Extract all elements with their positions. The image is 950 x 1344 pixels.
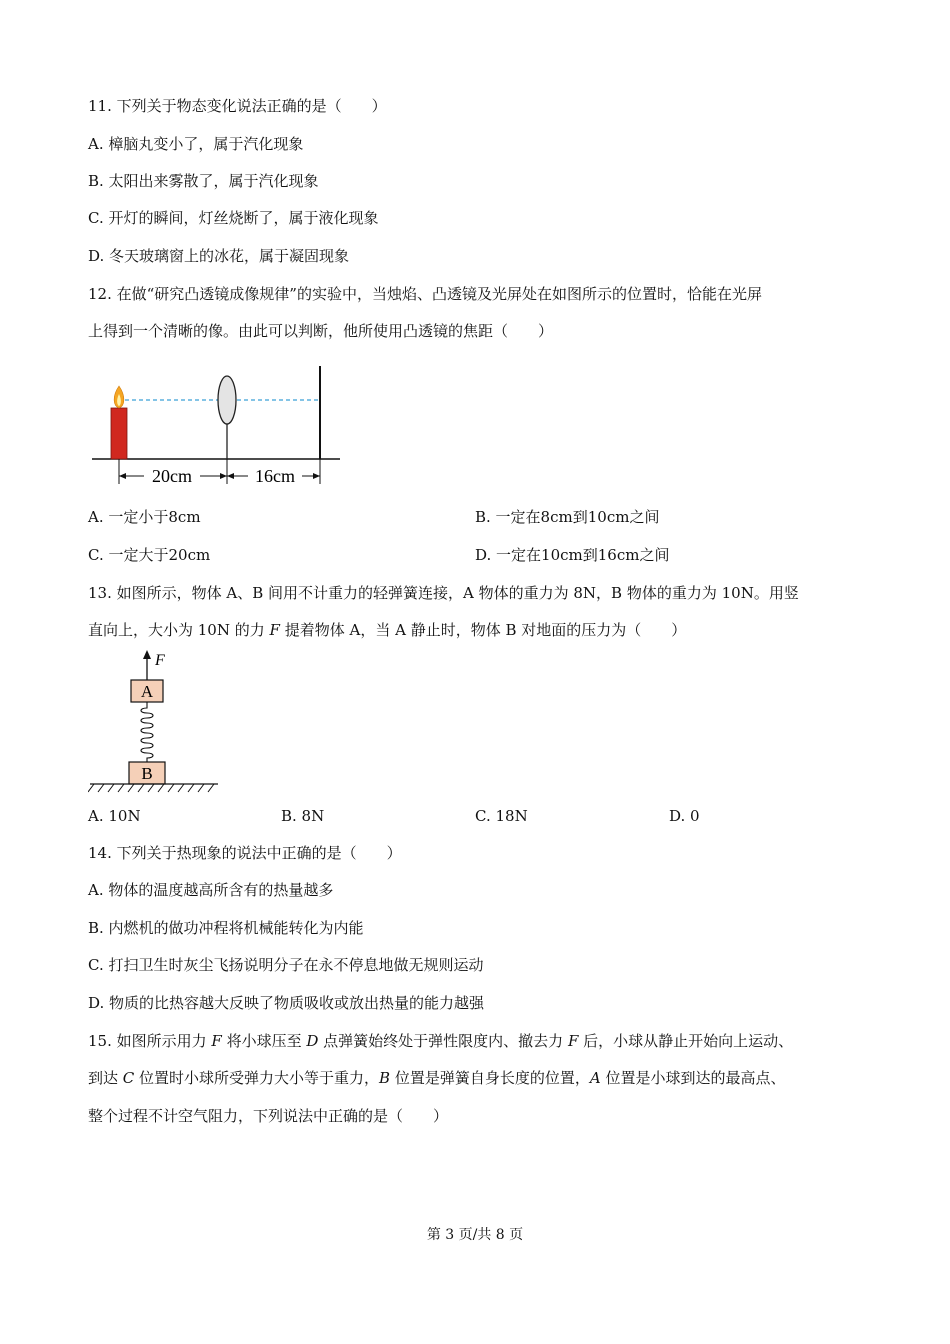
q13-option-d: D. 0 xyxy=(669,807,700,825)
q13-stem-line1: 13. 如图所示，物体 A、B 间用不计重力的轻弹簧连接，A 物体的重力为 8N，B 物体的重力为 10N。用竖 xyxy=(88,584,799,602)
q13-option-c: C. 18N xyxy=(475,807,528,825)
q15-stem-line2: 到达 C 位置时小球所受弹力大小等于重力，B 位置是弹簧自身长度的位置，A 位置是小球到达的最高点、 xyxy=(88,1069,786,1087)
q14-stem: 14. 下列关于热现象的说法中正确的是（ ） xyxy=(88,844,402,862)
q12-option-a: A. 一定小于8cm xyxy=(88,508,201,526)
convex-lens xyxy=(218,376,236,424)
q12-option-c: C. 一定大于20cm xyxy=(88,546,211,564)
q11-option-c: C. 开灯的瞬间，灯丝烧断了，属于液化现象 xyxy=(88,209,379,227)
q13-stem-line2: 直向上，大小为 10N 的力 F 提着物体 A，当 A 静止时，物体 B 对地面的压力为（ ） xyxy=(88,621,687,639)
distance-label-20cm: 20cm xyxy=(152,466,192,486)
q14-option-b: B. 内燃机的做功冲程将机械能转化为内能 xyxy=(88,919,364,937)
q11-option-a: A. 樟脑丸变小了，属于汽化现象 xyxy=(88,135,304,153)
q12-stem-line2: 上得到一个清晰的像。由此可以判断，他所使用凸透镜的焦距（ ） xyxy=(88,322,554,340)
q14-option-c: C. 打扫卫生时灰尘飞扬说明分子在永不停息地做无规则运动 xyxy=(88,956,484,974)
q15-stem-line3: 整个过程不计空气阻力，下列说法中正确的是（ ） xyxy=(88,1107,449,1125)
q11-option-b: B. 太阳出来雾散了，属于汽化现象 xyxy=(88,172,319,190)
lens-experiment-figure xyxy=(88,362,348,492)
q14-option-d: D. 物质的比热容越大反映了物质吸收或放出热量的能力越强 xyxy=(88,994,485,1012)
block-b-label: B xyxy=(141,764,153,783)
page-number: 第 3 页/共 8 页 xyxy=(426,1227,524,1243)
force-arrow-icon xyxy=(143,650,151,659)
q11-stem: 11. 下列关于物态变化说法正确的是（ ） xyxy=(88,97,387,115)
q13-option-b: B. 8N xyxy=(281,807,325,825)
q15-stem-line1: 15. 如图所示用力 F 将小球压至 D 点弹簧始终处于弹性限度内、撤去力 F 后，小球从静止开始向上运动、 xyxy=(88,1032,794,1050)
block-a-label: A xyxy=(140,682,154,701)
q12-option-b: B. 一定在8cm到10cm之间 xyxy=(475,508,660,526)
candle-body xyxy=(111,408,127,459)
force-label: F xyxy=(155,652,165,669)
q12-stem-line1: 12. 在做“研究凸透镜成像规律”的实验中，当烛焰、凸透镜及光屏处在如图所示的位置时，恰能在光屏 xyxy=(88,285,762,303)
q14-option-a: A. 物体的温度越高所含有的热量越多 xyxy=(88,881,334,899)
q13-option-a: A. 10N xyxy=(88,807,141,825)
distance-label-16cm: 16cm xyxy=(255,466,295,486)
q11-option-d: D. 冬天玻璃窗上的冰花，属于凝固现象 xyxy=(88,247,350,265)
q12-option-d: D. 一定在10cm到16cm之间 xyxy=(475,546,670,564)
spring-blocks-figure xyxy=(88,648,228,798)
spring xyxy=(141,702,153,762)
